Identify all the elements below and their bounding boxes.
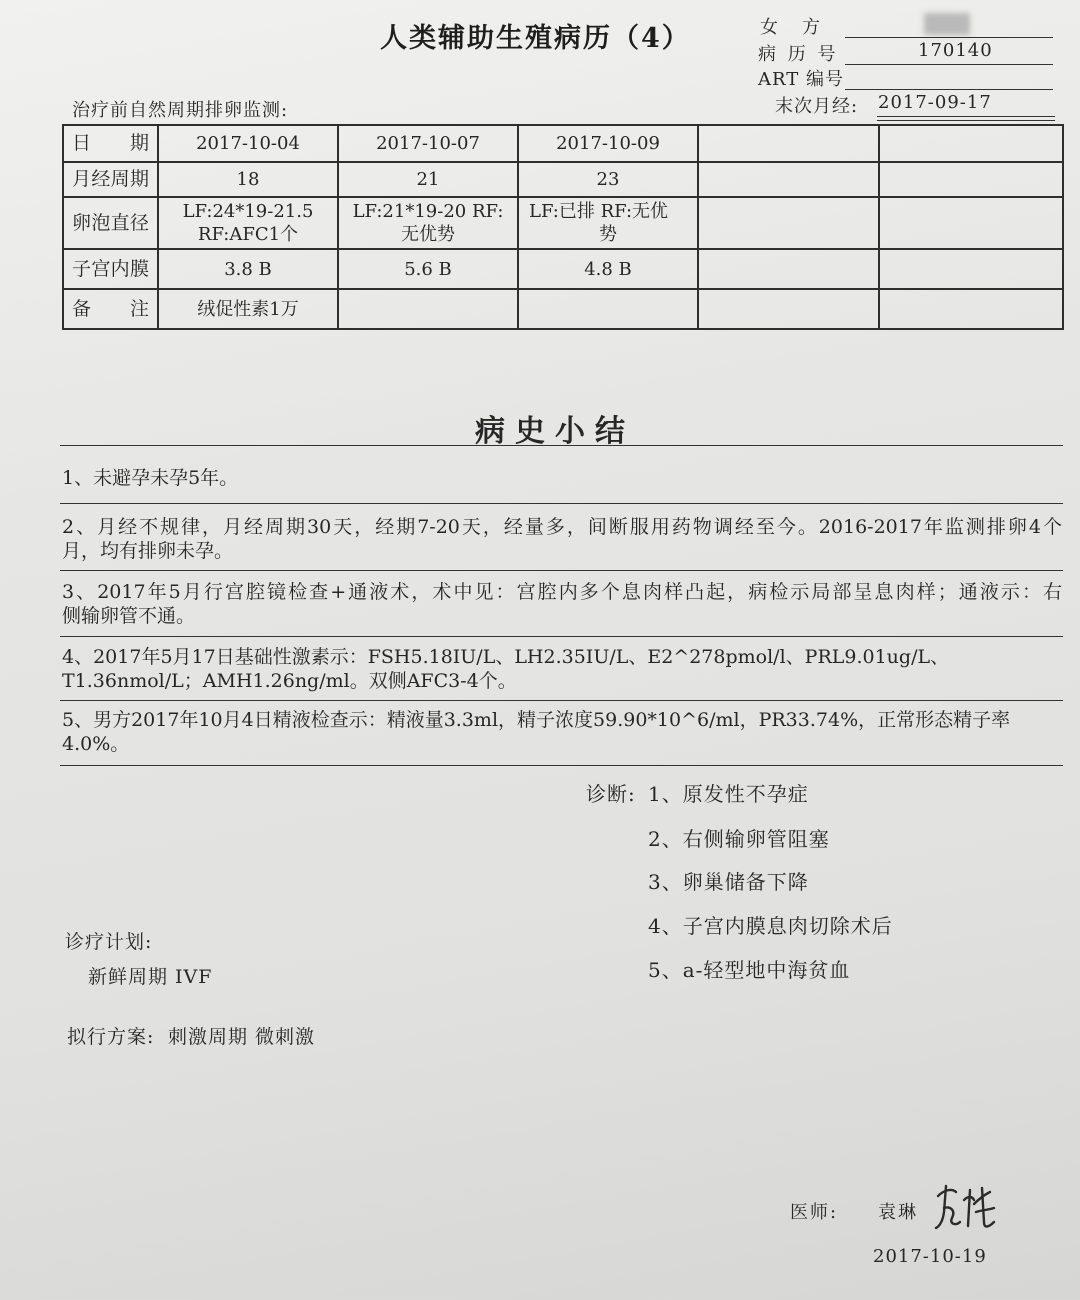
table-cell-empty xyxy=(338,289,518,329)
summary-line: 4.0%。 xyxy=(62,733,130,755)
table-cell-empty xyxy=(518,289,698,329)
cell-line: LF:已排 RF:无优 xyxy=(529,201,669,222)
summary-line: 月，均有排卵未孕。 xyxy=(62,540,234,562)
summary-line: 4、2017年5月17日基础性激素示：FSH5.18IU/L、LH2.35IU/L、E2^278pmol/l、PRL9.01ug/L、 xyxy=(62,646,950,668)
summary-heading: 病史小结 xyxy=(475,414,635,449)
divider xyxy=(60,570,1063,571)
plan-value: 新鲜周期 IVF xyxy=(88,966,213,988)
cell-line: 势 xyxy=(599,224,617,245)
diagnosis-item: 3、卵巢储备下降 xyxy=(648,870,809,894)
cell-line: RF:AFC1个 xyxy=(197,224,299,245)
summary-line: 5、男方2017年10月4日精液检查示：精液量3.3ml，精子浓度59.90*10^6/ml，PR33.74%，正常形态精子率 xyxy=(62,709,1011,731)
diagnosis-label: 诊断: xyxy=(586,782,636,806)
summary-line: 2、月经不规律，月经周期30天，经期7-20天，经量多，间断服用药物调经至今。2016-2017年监测排卵4个 xyxy=(62,516,1062,538)
summary-item-5 xyxy=(62,708,1062,756)
table-cell-empty xyxy=(698,289,879,329)
row-label: 备 注 xyxy=(63,289,158,329)
lmp-value: 2017-09-17 xyxy=(878,92,992,113)
lmp-underline xyxy=(877,116,1055,121)
diagnosis-item: 1、原发性不孕症 xyxy=(648,782,809,806)
table-cell-empty xyxy=(879,125,1063,162)
table-cell: 23 xyxy=(518,162,698,197)
table-cell-empty xyxy=(698,249,879,289)
table-row-remarks xyxy=(63,289,1063,329)
record-no-label: 病 历 号 xyxy=(758,44,839,65)
record-title: 人类辅助生殖病历（4） xyxy=(380,23,691,54)
ovulation-monitor-table xyxy=(62,124,1064,330)
table-row-follicle xyxy=(63,197,1063,249)
summary-line: T1.36nmol/L；AMH1.26ng/ml。双侧AFC3-4个。 xyxy=(62,670,517,692)
row-label: 月经周期 xyxy=(63,162,158,197)
summary-item-4 xyxy=(62,645,1062,693)
summary-item-1 xyxy=(62,466,1062,490)
plan-label: 诊疗计划: xyxy=(65,931,153,953)
row-label: 卵泡直径 xyxy=(63,197,158,249)
table-cell xyxy=(518,197,698,249)
row-label: 日 期 xyxy=(63,125,158,162)
table-cell: 21 xyxy=(338,162,518,197)
table-cell: 2017-10-07 xyxy=(338,125,518,162)
redacted-name xyxy=(924,13,970,35)
table-cell-empty xyxy=(698,197,879,249)
summary-line: 1、未避孕未孕5年。 xyxy=(62,467,239,489)
doctor-name: 袁琳 xyxy=(878,1202,918,1223)
table-cell xyxy=(158,197,338,249)
divider xyxy=(60,503,1063,504)
table-row-cycle-day xyxy=(63,162,1063,197)
signature xyxy=(930,1182,1000,1234)
table-cell-empty xyxy=(879,197,1063,249)
divider xyxy=(60,765,1063,766)
diagnosis-item: 5、a-轻型地中海贫血 xyxy=(648,958,851,982)
female-label: 女 方 xyxy=(760,17,823,38)
scheme-label: 拟行方案: xyxy=(67,1026,155,1048)
scheme-value: 刺激周期 微刺激 xyxy=(168,1026,316,1048)
female-underline xyxy=(845,37,1053,38)
divider xyxy=(60,700,1063,701)
table-cell: 5.6 B xyxy=(338,249,518,289)
monitor-title: 治疗前自然周期排卵监测: xyxy=(72,100,289,121)
divider xyxy=(60,636,1063,637)
divider xyxy=(60,445,1063,446)
signature-date: 2017-10-19 xyxy=(873,1246,987,1267)
table-cell: 3.8 B xyxy=(158,249,338,289)
table-cell-empty xyxy=(879,249,1063,289)
diagnosis-item: 2、右侧输卵管阻塞 xyxy=(648,827,830,851)
summary-line: 3、2017年5月行宫腔镜检查+通液术，术中见：宫腔内多个息肉样凸起，病检示局部呈息肉样；通液示：右 xyxy=(62,581,1062,603)
table-cell-empty xyxy=(698,125,879,162)
art-underline xyxy=(845,89,1053,90)
table-row-endometrium xyxy=(63,249,1063,289)
lmp-label: 末次月经: xyxy=(775,96,859,117)
art-label: ART 编号 xyxy=(758,69,844,90)
table-cell-empty xyxy=(879,289,1063,329)
table-cell-empty xyxy=(879,162,1063,197)
doctor-label: 医师: xyxy=(790,1202,839,1223)
cell-line: LF:21*19-20 RF: xyxy=(352,201,504,222)
table-cell xyxy=(338,197,518,249)
summary-item-2 xyxy=(62,515,1062,563)
cell-line: LF:24*19-21.5 xyxy=(182,201,314,222)
table-cell: 4.8 B xyxy=(518,249,698,289)
table-cell: 2017-10-09 xyxy=(518,125,698,162)
table-row-date xyxy=(63,125,1063,162)
table-cell: 绒促性素1万 xyxy=(158,289,338,329)
summary-line: 侧输卵管不通。 xyxy=(62,605,196,627)
record-no-underline xyxy=(845,64,1053,65)
cell-line: 无优势 xyxy=(401,224,455,245)
diagnosis-item: 4、子宫内膜息肉切除术后 xyxy=(648,914,893,938)
summary-item-3 xyxy=(62,580,1062,628)
table-cell: 18 xyxy=(158,162,338,197)
table-cell-empty xyxy=(698,162,879,197)
record-no-value: 170140 xyxy=(918,40,993,61)
table-cell: 2017-10-04 xyxy=(158,125,338,162)
row-label: 子宫内膜 xyxy=(63,249,158,289)
